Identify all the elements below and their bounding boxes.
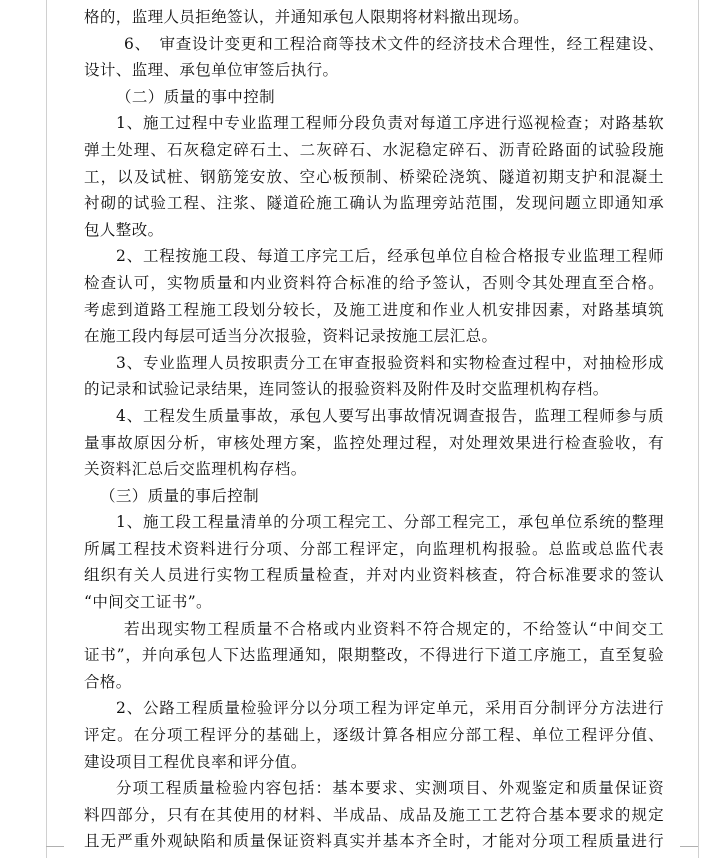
text-line: 量事故原因分析，审核处理方案，监控处理过程，对处理效果进行检查验收，有 <box>84 433 664 452</box>
crop-mark-bottom-left <box>46 846 64 857</box>
text-line: 所属工程技术资料进行分项、分部工程评定，向监理机构报验。总监或总监代表 <box>84 539 664 558</box>
text-line: 弹土处理、石灰稳定碎石土、二灰碎石、水泥稳定碎石、沥青砼路面的试验段施 <box>84 140 664 159</box>
text-line: 合格。 <box>84 672 132 691</box>
text-line: 包人整改。 <box>84 220 164 239</box>
text-line: 1、施工过程中专业监理工程师分段负责对每道工序进行巡视检查；对路基软 <box>116 114 664 133</box>
text-line: 若出现实物工程质量不合格或内业资料不符合规定的，不给签认“中间交工 <box>124 619 664 638</box>
text-line: 1、施工段工程量清单的分项工程完工、分部工程完工，承包单位系统的整理 <box>116 513 664 532</box>
text-line: 6、 审查设计变更和工程洽商等技术文件的经济技术合理性，经工程建设、 <box>124 34 664 53</box>
section-heading: （三）质量的事后控制 <box>100 486 260 505</box>
text-line: 分项工程质量检验内容包括：基本要求、实测项目、外观鉴定和质量保证资 <box>116 779 664 798</box>
crop-mark-bottom-right <box>680 846 698 857</box>
text-line: 料四部分，只有在其使用的材料、半成品、成品及施工工艺符合基本要求的规定 <box>84 805 664 824</box>
text-line: 设计、监理、承包单位审签后执行。 <box>84 61 339 80</box>
text-line: 组织有关人员进行实物工程质量检查，并对内业资料核查，符合标准要求的签认 <box>84 566 664 585</box>
text-line: 2、公路工程质量检验评分以分项工程为评定单元，采用百分制评分方法进行 <box>116 699 664 718</box>
text-line: 工，以及试桩、钢筋笼安放、空心板预制、桥梁砼浇筑、隧道初期支护和混凝土 <box>84 167 664 186</box>
text-line: 检查认可，实物质量和内业资料符合标准的给予签认，否则令其处理直至合格。 <box>84 273 664 292</box>
text-line: 考虑到道路工程施工段划分较长，及施工进度和作业人机安排因素，对路基填筑 <box>84 300 664 319</box>
text-line: 关资料汇总后交监理机构存档。 <box>84 460 307 479</box>
text-line: 衬砌的试验工程、注浆、隧道砼施工确认为监理旁站范围，发现问题立即通知承 <box>84 194 664 213</box>
page-margin-line-left <box>46 0 47 858</box>
text-line: 格的，监理人员拒绝签认，并通知承包人限期将材料撤出现场。 <box>84 8 530 26</box>
text-line: 4、工程发生质量事故，承包人要写出事故情况调查报告，监理工程师参与质 <box>116 406 664 425</box>
text-line: 在施工段内每层可适当分次报验，资料记录按施工层汇总。 <box>84 327 498 346</box>
text-line: 3、专业监理人员按职责分工在审查报验资料和实物检查过程中，对抽检形成 <box>116 353 664 372</box>
text-line: 2、工程按施工段、每道工序完工后，经承包单位自检合格报专业监理工程师 <box>116 247 664 266</box>
section-heading: （二）质量的事中控制 <box>116 87 276 106</box>
text-line: 证书”，并向承包人下达监理通知，限期整改，不得进行下道工序施工，直至复验 <box>84 646 664 665</box>
text-line: 评定。在分项工程评分的基础上，逐级计算各相应分部工程、单位工程评分值、 <box>84 726 664 745</box>
page-margin-line-right <box>698 0 699 858</box>
text-line: 且无严重外观缺陷和质量保证资料真实并基本齐全时，才能对分项工程质量进行 <box>84 832 664 851</box>
text-line: 建设项目工程优良率和评分值。 <box>84 752 307 771</box>
text-line: 的记录和试验记录结果，连同签认的报验资料及附件及时交监理机构存档。 <box>84 380 609 399</box>
document-body <box>84 4 664 855</box>
text-line: “中间交工证书”。 <box>84 593 212 612</box>
